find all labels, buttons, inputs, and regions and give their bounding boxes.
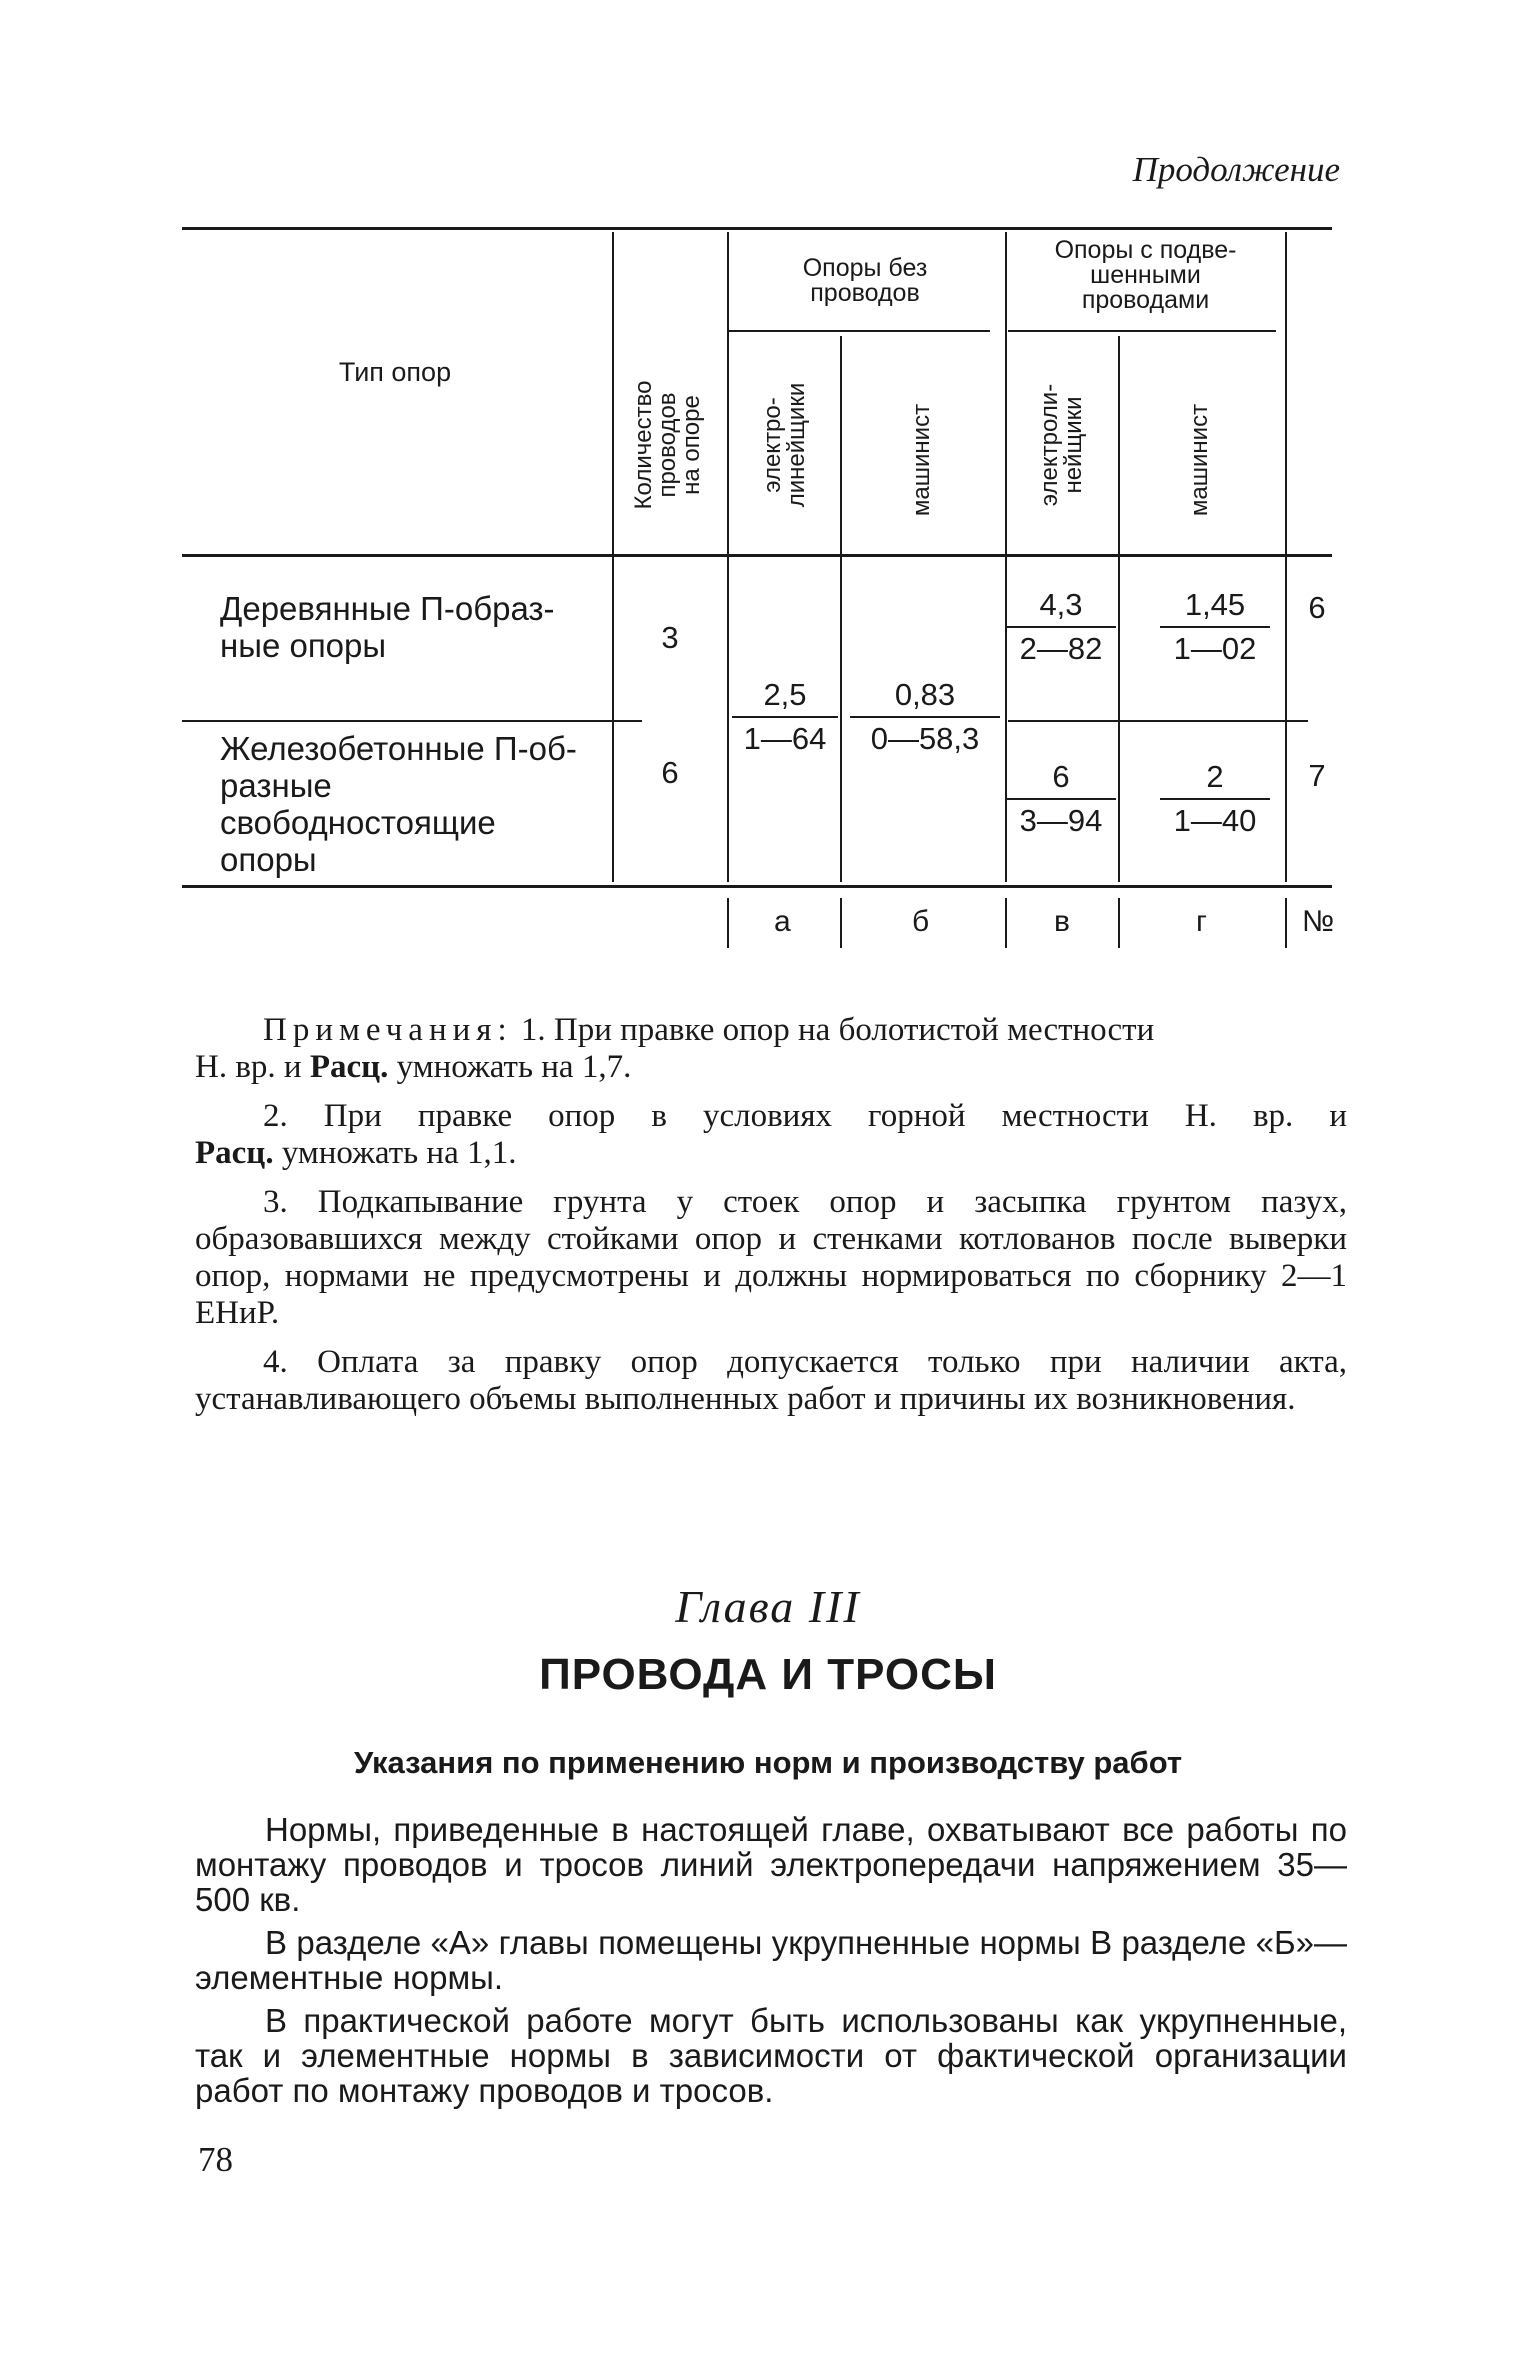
row2-type-line1: Железобетонные П-об- <box>220 730 577 767</box>
header-group-with-wires: Опоры с подве- шенными проводами <box>1054 236 1237 314</box>
row1-col-c <box>1006 586 1116 668</box>
row-divider-right <box>1008 720 1308 722</box>
ref-tick-3 <box>1005 898 1007 948</box>
row1-number: 6 <box>1308 590 1326 625</box>
body-text <box>195 1812 1347 2116</box>
norms-table <box>0 0 1536 960</box>
continuation-label: Продолжение <box>1132 150 1340 189</box>
header-machinist-1: машинист <box>908 403 935 517</box>
row2-c-bottom: 3—94 <box>1019 803 1103 838</box>
row2-d-bottom: 1—40 <box>1173 803 1257 838</box>
ref-d: г <box>1196 905 1207 938</box>
row2-col-c <box>1006 758 1116 840</box>
ref-tick-2 <box>840 898 842 948</box>
row2-number: 7 <box>1308 758 1326 793</box>
header-type: Тип опор <box>338 357 452 387</box>
row2-type-line2: разные свободностоящие <box>220 767 496 841</box>
row1-d-top: 1,45 <box>1160 586 1270 628</box>
chapter-heading: Глава III <box>675 1581 861 1632</box>
header-electricians-2: электроли- нейщики <box>1036 383 1087 507</box>
row2-count: 6 <box>661 755 679 790</box>
notes-block <box>195 1012 1347 1418</box>
note-1-cont <box>195 1049 1347 1086</box>
shared-col-a <box>732 676 838 758</box>
section-subtitle: Указания по применению норм и производству работ <box>353 1745 1183 1780</box>
vline-2 <box>727 232 729 882</box>
note-1 <box>195 1012 1347 1049</box>
table-top-rule <box>182 227 1332 230</box>
note-3: 3. Подкапывание грунта у стоек опор и засыпка грунтом пазух, образовавшихся между стойками опор и стенками котлованов после выверки опор, нормами не предусмотрены и должны нормироваться по сборнику 2—1 ЕНиР. <box>195 1184 1347 1331</box>
chapter-title: ПРОВОДА И ТРОСЫ <box>539 1650 997 1699</box>
row1-d-bottom: 1—02 <box>1173 631 1257 666</box>
paragraph-3: В практической работе могут быть использованы как укрупненные, так и элементные нормы в зависимости от фактической организации работ по монтажу проводов и тросов. <box>195 2002 1347 2109</box>
header-electricians-1: электро- линейщики <box>759 382 810 508</box>
row1-c-bottom: 2—82 <box>1019 631 1103 666</box>
ref-tick-5 <box>1285 898 1287 948</box>
col-a-bottom: 1—64 <box>743 721 827 756</box>
row1-type-line2: ные опоры <box>220 627 387 664</box>
vline-6 <box>1285 232 1287 882</box>
note-1-text-a: 1. При правке опор на болотистой местности <box>512 1012 1155 1048</box>
note-2: 2. При правке опор в условиях горной местности Н. вр. и <box>263 1098 1347 1134</box>
header-bottom-rule <box>182 554 1332 557</box>
group1-rule <box>728 330 990 332</box>
row1-count: 3 <box>661 620 679 655</box>
shared-col-b <box>850 676 1000 758</box>
ref-tick-1 <box>727 898 729 948</box>
row2-col-d <box>1160 758 1270 840</box>
col-b-bottom: 0—58,3 <box>870 721 980 756</box>
header-machinist-2: машинист <box>1186 403 1213 517</box>
note-2-bold: Расц. <box>195 1135 274 1171</box>
col-a-top: 2,5 <box>732 676 838 718</box>
note-1-text-b2: умножать на 1,7. <box>388 1049 632 1085</box>
table-bottom-rule <box>182 885 1332 888</box>
vline-5 <box>1118 336 1120 882</box>
group2-rule <box>1008 330 1276 332</box>
paragraph-2: В разделе «А» главы помещены укрупненные нормы В разделе «Б»— элементные нормы. <box>195 1924 1347 1996</box>
vline-1 <box>612 232 614 882</box>
row1-col-d <box>1160 586 1270 668</box>
ref-c: в <box>1054 905 1070 938</box>
header-group-no-wires: Опоры без проводов <box>802 254 928 307</box>
note-4: 4. Оплата за правку опор допускается только при наличии акта, устанавливающего объемы выполненных работ и причины их возникновения. <box>195 1344 1347 1417</box>
ref-tick-4 <box>1118 898 1120 948</box>
row-divider-left <box>182 720 642 722</box>
col-b-top: 0,83 <box>850 676 1000 718</box>
ref-number: № <box>1302 905 1335 938</box>
row1-c-top: 4,3 <box>1006 586 1116 628</box>
paragraph-1: Нормы, приведенные в настоящей главе, охватывают все работы по монтажу проводов и тросов линий электропередачи напряжением 35—500 кв. <box>195 1811 1347 1918</box>
ref-b: б <box>912 905 930 938</box>
header-wire-count: Количество проводов на опоре <box>630 380 705 510</box>
note-1-text-b1: Н. вр. и <box>195 1049 310 1085</box>
note-2-cont <box>195 1135 1347 1172</box>
row2-type-line3: опоры <box>220 841 317 878</box>
row2-c-top: 6 <box>1006 758 1116 800</box>
vline-3 <box>840 336 842 882</box>
page-number: 78 <box>198 2140 233 2179</box>
note-2-text-b: умножать на 1,1. <box>273 1135 517 1171</box>
notes-label: Примечания: <box>263 1012 513 1048</box>
row1-type-line1: Деревянные П-образ- <box>220 590 555 627</box>
row2-d-top: 2 <box>1160 758 1270 800</box>
ref-a: а <box>774 905 791 938</box>
note-1-bold: Расц. <box>309 1049 389 1085</box>
row2-type <box>220 730 610 878</box>
row1-type <box>220 590 600 664</box>
